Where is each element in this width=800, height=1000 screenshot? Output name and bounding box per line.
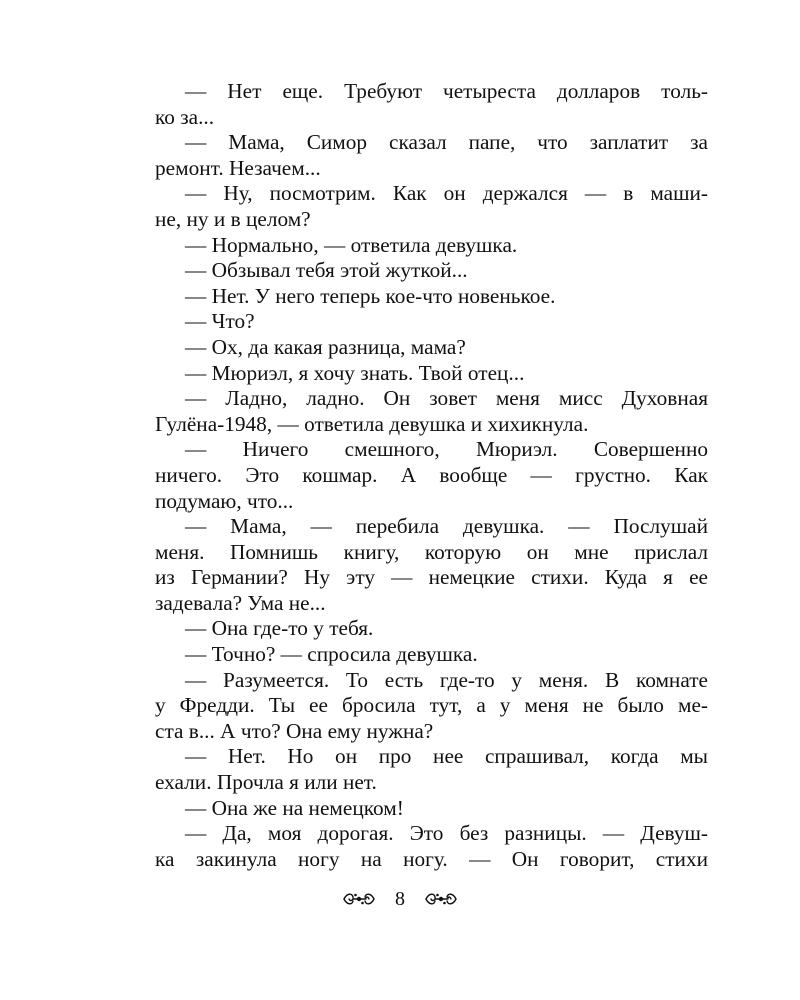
- text-line: — Нет. У него теперь кое-что новенькое.: [185, 283, 556, 308]
- fleuron-ornament-icon: [341, 890, 377, 908]
- text-line: ко за...: [155, 104, 215, 129]
- text-line: — Она же на немецком!: [185, 795, 404, 820]
- text-line: у Фредди. Ты ее бросила тут, а у меня не было ме-: [155, 693, 708, 718]
- text-line: — Нет. Но он про нее спрашивал, когда мы: [185, 744, 708, 769]
- text-line: ремонт. Незачем...: [155, 155, 321, 180]
- text-line: — Она где-то у тебя.: [185, 616, 374, 641]
- text-line: — Мама, — перебила девушка. — Послушай: [185, 514, 708, 539]
- text-line: Гулёна-1948, — ответила девушка и хихикнула.: [155, 411, 589, 436]
- text-line: не, ну и в целом?: [155, 206, 311, 231]
- fleuron-ornament-icon: [423, 890, 459, 908]
- text-line: — Разумеется. То есть где-то у меня. В комнате: [185, 667, 708, 692]
- text-line: — Мюриэл, я хочу знать. Твой отец...: [185, 360, 525, 385]
- text-line: — Обзывал тебя этой жуткой...: [185, 258, 468, 283]
- text-line: из Германии? Ну эту — немецкие стихи. Куда я ее: [155, 565, 708, 590]
- text-line: — Нормально, — ответила девушка.: [185, 232, 518, 257]
- text-line: ехали. Прочла я или нет.: [155, 770, 377, 795]
- text-line: ка закинула ногу на ногу. — Он говорит, стихи: [155, 846, 708, 871]
- text-line: подумаю, что...: [155, 488, 294, 513]
- body-text: [155, 79, 708, 872]
- text-line: — Ладно, ладно. Он зовет меня мисс Духовная: [185, 386, 708, 411]
- text-line: — Ну, посмотрим. Как он держался — в маши-: [185, 181, 708, 206]
- text-line: — Нет еще. Требуют четыреста долларов толь-: [185, 79, 708, 103]
- page-number: 8: [395, 888, 405, 910]
- text-line: — Мама, Симор сказал папе, что заплатит за: [185, 130, 708, 155]
- text-line: ста в... А что? Она ему нужна?: [155, 718, 434, 743]
- text-line: ничего. Это кошмар. А вообще — грустно. Как: [155, 462, 708, 487]
- text-line: — Ничего смешного, Мюриэл. Совершенно: [185, 437, 708, 462]
- text-line: — Да, моя дорогая. Это без разницы. — Девуш-: [185, 821, 708, 846]
- text-line: — Точно? — спросила девушка.: [185, 642, 478, 667]
- text-line: меня. Помнишь книгу, которую он мне прислал: [155, 539, 708, 564]
- text-line: задевала? Ума не...: [155, 590, 326, 615]
- text-line: — Ох, да какая разница, мама?: [185, 334, 466, 359]
- page-footer: [0, 884, 800, 914]
- text-line: — Что?: [185, 309, 255, 334]
